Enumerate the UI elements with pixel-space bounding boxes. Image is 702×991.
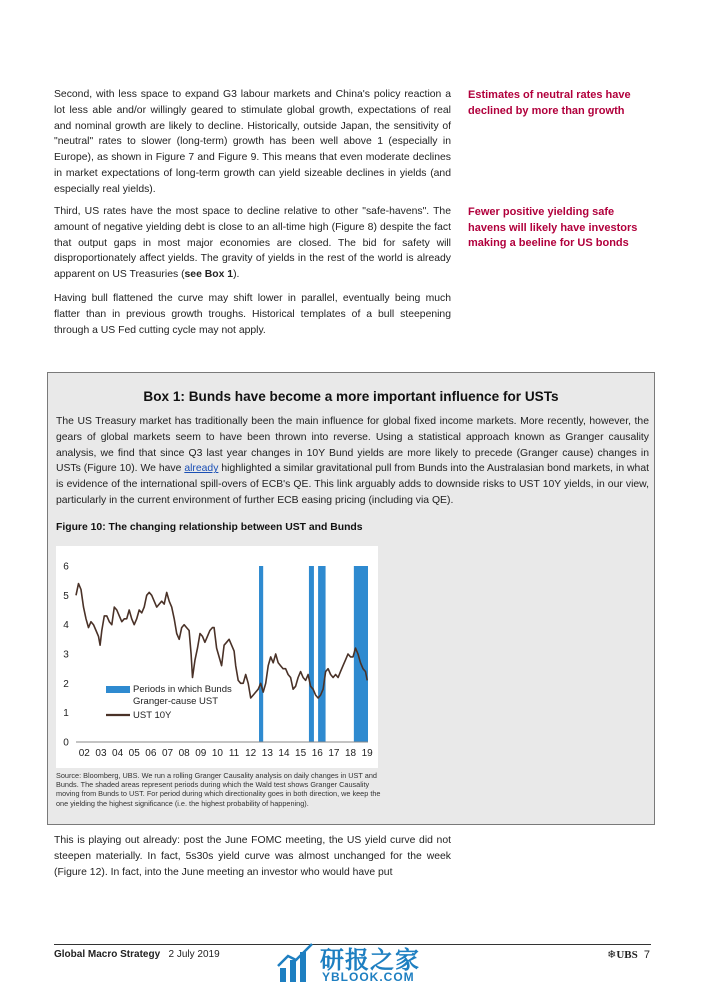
legend-label-periods-line1: Periods in which Bunds (133, 684, 232, 695)
figure-10-chart (56, 546, 378, 768)
x-tick-label: 11 (228, 748, 240, 759)
paragraph-third (54, 204, 451, 283)
shaded-period-2 (318, 566, 325, 742)
box-reference: see Box 1 (184, 269, 234, 281)
x-tick-label: 03 (95, 748, 107, 759)
chart-svg (56, 546, 378, 768)
x-tick-label: 05 (128, 748, 140, 759)
x-tick-label: 12 (245, 748, 257, 759)
figure-source: Source: Bloomberg, UBS. We run a rolling Granger Causality analysis on daily changes in UST and Bunds. The shaded areas represent periods during which the Wald test shows Granger Causality moving from Bunds to UST. For period during which directionality goes in both direction, we keep the one yielding the highest significance (i.e. the highest probability of happening). (56, 771, 381, 808)
paragraph-playing-out: This is playing out already: post the June FOMC meeting, the US yield curve did not steepen materially. In fact, 5s30s yield curve was almost unchanged for the week (Figure 12). In fact, into the June meeting an investor who would have put (54, 835, 451, 878)
x-tick-label: 15 (295, 748, 307, 759)
x-tick-label: 08 (178, 748, 190, 759)
footer-date: 2 July 2019 (168, 949, 220, 960)
y-tick-label: 3 (63, 649, 69, 661)
footer-brand: UBS (616, 949, 638, 961)
box-text-start: The US Treasury market has traditionally been the main influence for global fixed income markets. More recently, however, the gears of global markets seem to have been thrown into reverse. Using a statistical approach known as Granger causality analysis, we find that since Q3 last year changes in 10Y Bund yields are more likely to precede (Granger cause) changes in USTs (Figure 10). We have (56, 416, 649, 475)
y-tick-label: 2 (63, 678, 69, 690)
x-tick-label: 17 (328, 748, 340, 759)
legend-swatch-periods (106, 686, 130, 693)
y-tick-label: 6 (63, 561, 69, 573)
x-tick-label: 18 (344, 748, 357, 759)
footer-page-number: 7 (643, 949, 650, 961)
paragraph-second: Second, with less space to expand G3 labour markets and China's policy reaction a lot less able and/or willingly geared to stimulate global growth, expectations of real and nominal growth are likely to decline. Historically, outside Japan, the sensitivity of "neutral" rates to slower (long-term) growth has been well above 1 (especially in Europe), as shown in Figure 7 and Figure 9. This means that even moderate declines in market expectations of long-term growth can yield sizeable declines in yields (and especially real yields). (54, 89, 451, 195)
x-tick-label: 02 (78, 748, 90, 759)
box-title: Box 1: Bunds have become a more important influence for USTs (143, 389, 559, 404)
shaded-period-0 (259, 566, 263, 742)
paragraph-bull-flattened: Having bull flattened the curve may shift lower in parallel, eventually being much flatter than in previous growth troughs. Historical templates of a bull steepening through a US Fed cutting cycle may not apply. (54, 293, 451, 336)
figure-title: Figure 10: The changing relationship between UST and Bunds (56, 522, 363, 533)
already-link[interactable]: already (184, 463, 219, 475)
box-text-end: highlighted a similar gravitational pull from Bunds into the Australasian bond markets, in what is evidence of the international spill-overs of ECB's QE. This link arguably adds to downside risks to UST 10Y yields, in our view, particularly in the current environment of further ECB easing pricing (including via QE). (56, 463, 649, 506)
y-tick-label: 1 (63, 708, 69, 720)
box-1 (47, 372, 655, 825)
x-tick-label: 16 (311, 748, 323, 759)
shaded-period-1 (309, 566, 314, 742)
sidenote-safe-havens: Fewer positive yielding safe havens will likely have investors making a beeline for US bonds (468, 206, 638, 249)
footer-title (54, 949, 220, 960)
legend-label-periods-line2: Granger-cause UST (133, 696, 219, 707)
x-tick-label: 06 (145, 748, 157, 759)
y-tick-label: 4 (63, 620, 69, 632)
box-text (56, 414, 649, 509)
ubs-keys-icon: ❄ (607, 949, 617, 961)
footer-report-name: Global Macro Strategy (54, 949, 161, 960)
x-tick-label: 14 (278, 748, 290, 759)
sidenote-neutral-rates: Estimates of neutral rates have declined by more than growth (468, 89, 631, 117)
x-tick-label: 07 (161, 748, 174, 759)
footer-right (607, 948, 650, 961)
watermark-cn: 研报之家 (320, 947, 420, 974)
paragraph-third-end: ). (233, 269, 240, 281)
y-tick-label: 5 (63, 590, 69, 602)
paragraph-third-text: Third, US rates have the most space to decline relative to other "safe-havens". The amount of negative yielding debt is close to an all-time high (Figure 8) despite the fact that output gaps in most major economies are closed. The bid for safety will disproportionately affect yields. The gravity of yields in the rest of the world is already apparent on US Treasuries ( (54, 206, 451, 281)
x-tick-label: 13 (261, 748, 273, 759)
y-tick-label: 0 (63, 737, 69, 749)
shaded-period-3 (354, 566, 368, 742)
watermark-en: YBLOOK.COM (322, 970, 415, 984)
legend-label-ust: UST 10Y (133, 710, 172, 721)
x-tick-label: 04 (112, 748, 124, 759)
x-tick-label: 19 (361, 748, 373, 759)
x-tick-label: 09 (195, 748, 207, 759)
watermark-logo-icon (276, 942, 316, 986)
x-tick-label: 10 (211, 748, 223, 759)
watermark (276, 940, 436, 988)
